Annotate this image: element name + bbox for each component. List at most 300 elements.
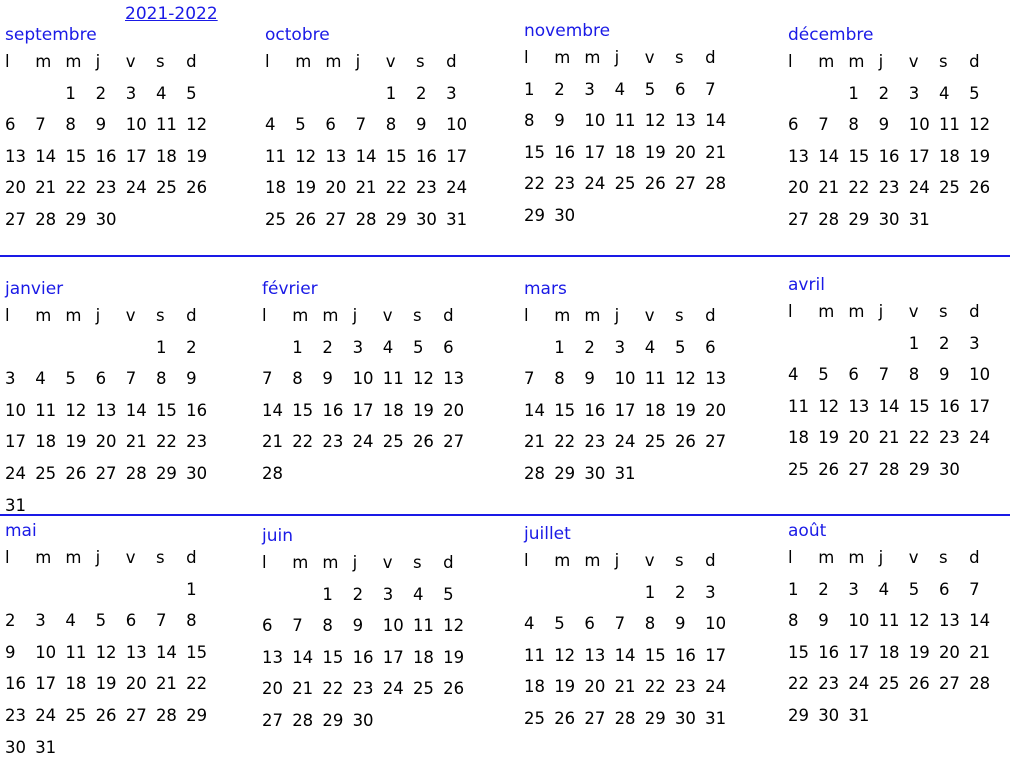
day-cell: 20 xyxy=(674,142,696,162)
day-cell: 5 xyxy=(295,115,306,135)
day-cell: 2 xyxy=(352,584,364,604)
weekday-header: s xyxy=(412,553,422,572)
day-cell: 9 xyxy=(322,369,333,389)
day-cell: 12 xyxy=(644,111,666,131)
day-cell: 11 xyxy=(524,645,545,665)
weekday-header: s xyxy=(415,52,425,71)
day-cell: 6 xyxy=(125,611,137,631)
day-cell: 19 xyxy=(674,400,696,420)
weekday-header: d xyxy=(705,306,716,325)
day-cell: 9 xyxy=(5,642,16,662)
day-cell: 2 xyxy=(186,337,197,357)
day-cell: 25 xyxy=(938,178,960,198)
day-cell: 2 xyxy=(554,79,565,99)
day-cell: 31 xyxy=(35,737,57,757)
day-cell: 8 xyxy=(908,365,920,385)
empty-cell xyxy=(524,337,554,369)
empty-cell xyxy=(5,83,35,115)
day-cell: 13 xyxy=(848,396,870,416)
day-cell: 26 xyxy=(554,708,576,728)
weekday-header: m xyxy=(554,551,571,570)
empty-cell xyxy=(96,337,126,369)
day-cell: 10 xyxy=(848,611,870,631)
day-cell: 24 xyxy=(125,178,147,198)
day-cell: 22 xyxy=(788,674,809,694)
day-cell: 4 xyxy=(382,337,394,357)
day-cell: 18 xyxy=(788,428,809,448)
day-cell: 10 xyxy=(125,115,147,135)
day-cell: 21 xyxy=(355,178,377,198)
day-cell: 5 xyxy=(95,611,107,631)
day-cell: 3 xyxy=(352,337,364,357)
day-cell: 28 xyxy=(969,674,991,694)
day-cell: 22 xyxy=(644,677,666,697)
day-cell: 6 xyxy=(5,115,16,135)
day-cell: 11 xyxy=(155,115,177,135)
weekday-header: j xyxy=(614,48,620,67)
month-name: septembre xyxy=(5,25,97,45)
day-cell: 14 xyxy=(705,111,727,131)
empty-cell xyxy=(788,333,818,365)
day-cell: 3 xyxy=(5,369,16,389)
day-cell: 24 xyxy=(446,178,468,198)
day-cell: 16 xyxy=(322,400,344,420)
month-name: octobre xyxy=(265,25,330,45)
empty-cell xyxy=(524,582,554,614)
weekday-header: m xyxy=(584,306,601,325)
day-cell: 15 xyxy=(848,146,870,166)
weekday-header: s xyxy=(938,302,948,321)
day-cell: 29 xyxy=(186,705,208,725)
weekday-header: l xyxy=(5,52,10,71)
weekday-header: d xyxy=(186,52,197,71)
weekday-header: v xyxy=(125,548,136,567)
day-cell: 20 xyxy=(125,674,147,694)
weekday-header: m xyxy=(322,306,339,325)
weekday-header: v xyxy=(644,551,655,570)
year-link[interactable]: 2021-2022 xyxy=(125,4,218,24)
day-cell: 18 xyxy=(644,400,666,420)
day-cell: 27 xyxy=(788,209,809,229)
day-cell: 17 xyxy=(614,400,636,420)
day-cell: 11 xyxy=(35,400,57,420)
day-cell: 6 xyxy=(674,79,686,99)
day-cell: 19 xyxy=(908,642,930,662)
day-cell: 2 xyxy=(878,83,890,103)
day-cell: 24 xyxy=(848,674,870,694)
day-cell: 27 xyxy=(674,174,696,194)
day-cell: 21 xyxy=(155,674,177,694)
day-cell: 22 xyxy=(186,674,208,694)
weekday-header: m xyxy=(818,302,835,321)
day-cell: 23 xyxy=(352,679,374,699)
day-cell: 9 xyxy=(95,115,107,135)
day-cell: 3 xyxy=(382,584,394,604)
day-cell: 28 xyxy=(705,174,727,194)
day-cell: 17 xyxy=(35,674,57,694)
day-cell: 19 xyxy=(186,146,208,166)
day-cell: 23 xyxy=(415,178,437,198)
day-cell: 28 xyxy=(262,463,283,483)
day-cell: 1 xyxy=(788,579,799,599)
month-name: novembre xyxy=(524,21,611,41)
day-cell: 22 xyxy=(908,428,930,448)
day-cell: 7 xyxy=(705,79,716,99)
day-cell: 31 xyxy=(446,209,468,229)
day-cell: 16 xyxy=(584,400,606,420)
day-cell: 29 xyxy=(788,705,809,725)
weekday-header: m xyxy=(584,48,601,67)
day-cell: 13 xyxy=(674,111,696,131)
day-grid xyxy=(5,305,240,526)
day-cell: 9 xyxy=(938,365,950,385)
day-cell: 29 xyxy=(644,708,666,728)
day-cell: 29 xyxy=(385,209,407,229)
day-cell: 25 xyxy=(412,679,434,699)
day-cell: 15 xyxy=(322,647,344,667)
day-cell: 27 xyxy=(443,432,465,452)
day-cell: 1 xyxy=(848,83,859,103)
day-cell: 10 xyxy=(614,369,636,389)
weekday-header: d xyxy=(969,52,980,71)
weekday-header: j xyxy=(355,52,361,71)
weekday-header: d xyxy=(446,52,457,71)
day-grid xyxy=(788,301,1023,491)
empty-cell xyxy=(65,579,95,611)
day-cell: 26 xyxy=(908,674,930,694)
weekday-header: m xyxy=(322,553,339,572)
day-cell: 26 xyxy=(644,174,666,194)
day-cell: 7 xyxy=(878,365,890,385)
weekday-header: m xyxy=(292,306,309,325)
day-cell: 18 xyxy=(878,642,900,662)
day-cell: 14 xyxy=(969,611,991,631)
empty-cell xyxy=(156,579,186,611)
day-cell: 22 xyxy=(524,174,545,194)
empty-cell xyxy=(356,83,386,115)
weekday-header: l xyxy=(262,306,267,325)
day-cell: 18 xyxy=(265,178,286,198)
day-cell: 30 xyxy=(352,710,374,730)
day-cell: 22 xyxy=(322,679,344,699)
weekday-header: m xyxy=(325,52,342,71)
day-cell: 5 xyxy=(554,614,565,634)
empty-cell xyxy=(788,83,818,115)
weekday-header: j xyxy=(352,553,358,572)
day-cell: 21 xyxy=(292,679,314,699)
day-cell: 13 xyxy=(788,146,809,166)
day-cell: 4 xyxy=(788,365,799,385)
day-cell: 12 xyxy=(443,616,465,636)
day-cell: 30 xyxy=(938,459,960,479)
day-cell: 8 xyxy=(155,369,167,389)
month-novembre xyxy=(524,21,759,237)
day-cell: 15 xyxy=(554,400,576,420)
day-cell: 25 xyxy=(65,705,87,725)
day-cell: 11 xyxy=(265,146,286,166)
weekday-header: m xyxy=(65,548,82,567)
day-cell: 12 xyxy=(65,400,87,420)
day-cell: 1 xyxy=(908,333,920,353)
weekday-header: m xyxy=(292,553,309,572)
day-cell: 23 xyxy=(95,178,117,198)
day-cell: 13 xyxy=(5,146,26,166)
weekday-header: v xyxy=(382,306,393,325)
day-cell: 19 xyxy=(644,142,666,162)
day-cell: 26 xyxy=(65,463,87,483)
day-cell: 23 xyxy=(322,432,344,452)
day-cell: 21 xyxy=(262,432,283,452)
empty-cell xyxy=(325,83,355,115)
weekday-header: l xyxy=(524,48,529,67)
day-cell: 9 xyxy=(818,611,829,631)
day-cell: 14 xyxy=(155,642,177,662)
day-cell: 25 xyxy=(155,178,177,198)
day-cell: 1 xyxy=(292,337,303,357)
day-cell: 4 xyxy=(878,579,890,599)
day-cell: 28 xyxy=(878,459,900,479)
day-cell: 7 xyxy=(524,369,535,389)
day-cell: 25 xyxy=(265,209,286,229)
day-cell: 26 xyxy=(186,178,208,198)
weekday-header: d xyxy=(705,551,716,570)
month-mai xyxy=(5,521,240,768)
day-cell: 20 xyxy=(938,642,960,662)
weekday-header: m xyxy=(35,548,52,567)
day-cell: 25 xyxy=(524,708,545,728)
day-cell: 25 xyxy=(35,463,57,483)
day-cell: 28 xyxy=(155,705,177,725)
day-cell: 5 xyxy=(818,365,829,385)
day-cell: 6 xyxy=(938,579,950,599)
day-cell: 20 xyxy=(5,178,26,198)
day-cell: 10 xyxy=(35,642,57,662)
day-cell: 8 xyxy=(65,115,76,135)
day-cell: 8 xyxy=(322,616,333,636)
weekday-header: m xyxy=(554,48,571,67)
weekday-header: l xyxy=(5,548,10,567)
day-cell: 20 xyxy=(788,178,809,198)
day-cell: 25 xyxy=(382,432,404,452)
day-cell: 13 xyxy=(125,642,147,662)
day-cell: 11 xyxy=(65,642,87,662)
day-cell: 23 xyxy=(938,428,960,448)
day-grid xyxy=(5,51,240,241)
day-cell: 23 xyxy=(5,705,26,725)
day-cell: 17 xyxy=(5,432,26,452)
day-cell: 4 xyxy=(155,83,167,103)
day-cell: 6 xyxy=(584,614,595,634)
day-grid xyxy=(788,547,1023,737)
day-cell: 9 xyxy=(415,115,427,135)
month-décembre xyxy=(788,25,1023,241)
weekday-header: j xyxy=(95,306,101,325)
day-cell: 2 xyxy=(5,611,16,631)
day-cell: 17 xyxy=(705,645,727,665)
day-cell: 30 xyxy=(878,209,900,229)
day-cell: 18 xyxy=(938,146,960,166)
month-août xyxy=(788,521,1023,737)
day-cell: 27 xyxy=(705,432,727,452)
day-cell: 2 xyxy=(584,337,595,357)
day-cell: 6 xyxy=(848,365,859,385)
day-cell: 4 xyxy=(524,614,535,634)
day-cell: 28 xyxy=(125,463,147,483)
day-cell: 6 xyxy=(443,337,454,357)
day-cell: 18 xyxy=(614,142,636,162)
month-name: janvier xyxy=(5,279,64,299)
day-cell: 16 xyxy=(818,642,840,662)
day-cell: 27 xyxy=(848,459,870,479)
day-cell: 9 xyxy=(554,111,565,131)
day-cell: 16 xyxy=(95,146,117,166)
day-cell: 13 xyxy=(705,369,727,389)
day-cell: 8 xyxy=(788,611,799,631)
weekday-header: d xyxy=(705,48,716,67)
weekday-header: l xyxy=(788,52,793,71)
day-cell: 18 xyxy=(524,677,545,697)
day-cell: 12 xyxy=(186,115,208,135)
day-cell: 15 xyxy=(385,146,407,166)
day-cell: 3 xyxy=(908,83,920,103)
empty-cell xyxy=(96,579,126,611)
day-cell: 20 xyxy=(848,428,870,448)
day-cell: 19 xyxy=(443,647,465,667)
day-cell: 3 xyxy=(614,337,626,357)
day-cell: 17 xyxy=(584,142,606,162)
empty-cell xyxy=(126,579,156,611)
day-cell: 21 xyxy=(614,677,636,697)
day-cell: 6 xyxy=(788,115,799,135)
day-cell: 10 xyxy=(969,365,991,385)
day-cell: 11 xyxy=(878,611,900,631)
day-cell: 31 xyxy=(5,495,26,515)
weekday-header: j xyxy=(878,52,884,71)
day-cell: 4 xyxy=(65,611,76,631)
day-cell: 7 xyxy=(969,579,980,599)
day-cell: 21 xyxy=(705,142,727,162)
day-cell: 13 xyxy=(325,146,347,166)
row-divider xyxy=(0,255,1010,257)
day-cell: 22 xyxy=(554,432,576,452)
weekday-header: m xyxy=(35,52,52,71)
day-cell: 30 xyxy=(674,708,696,728)
weekday-header: v xyxy=(125,306,136,325)
day-cell: 30 xyxy=(415,209,437,229)
day-cell: 15 xyxy=(292,400,314,420)
empty-cell xyxy=(292,584,322,616)
day-cell: 5 xyxy=(412,337,424,357)
day-cell: 12 xyxy=(295,146,317,166)
day-cell: 26 xyxy=(818,459,840,479)
day-cell: 4 xyxy=(644,337,656,357)
weekday-header: j xyxy=(878,302,884,321)
day-cell: 10 xyxy=(352,369,374,389)
day-cell: 6 xyxy=(95,369,107,389)
day-cell: 29 xyxy=(848,209,870,229)
day-cell: 11 xyxy=(788,396,809,416)
day-cell: 18 xyxy=(65,674,87,694)
day-cell: 19 xyxy=(818,428,840,448)
day-grid xyxy=(5,547,240,768)
day-grid xyxy=(265,51,500,241)
weekday-header: m xyxy=(818,548,835,567)
day-cell: 12 xyxy=(674,369,696,389)
day-cell: 29 xyxy=(155,463,177,483)
day-cell: 7 xyxy=(262,369,273,389)
weekday-header: s xyxy=(674,48,684,67)
weekday-header: v xyxy=(382,553,393,572)
weekday-header: m xyxy=(818,52,835,71)
day-cell: 26 xyxy=(95,705,117,725)
day-cell: 1 xyxy=(554,337,565,357)
day-cell: 24 xyxy=(352,432,374,452)
weekday-header: j xyxy=(614,551,620,570)
day-cell: 19 xyxy=(65,432,87,452)
day-cell: 27 xyxy=(125,705,147,725)
weekday-header: l xyxy=(788,302,793,321)
weekday-header: l xyxy=(265,52,270,71)
day-cell: 30 xyxy=(818,705,840,725)
day-cell: 21 xyxy=(969,642,991,662)
weekday-header: l xyxy=(5,306,10,325)
day-cell: 5 xyxy=(969,83,980,103)
day-grid xyxy=(524,550,759,740)
day-cell: 11 xyxy=(382,369,404,389)
day-cell: 17 xyxy=(908,146,930,166)
day-cell: 30 xyxy=(554,205,576,225)
day-cell: 15 xyxy=(65,146,87,166)
day-cell: 24 xyxy=(908,178,930,198)
day-cell: 8 xyxy=(292,369,303,389)
empty-cell xyxy=(879,333,909,365)
empty-cell xyxy=(35,83,65,115)
day-cell: 12 xyxy=(412,369,434,389)
day-cell: 20 xyxy=(325,178,347,198)
day-cell: 26 xyxy=(443,679,465,699)
day-cell: 9 xyxy=(878,115,890,135)
day-cell: 20 xyxy=(584,677,606,697)
month-name: août xyxy=(788,521,827,541)
day-cell: 23 xyxy=(554,174,576,194)
day-cell: 4 xyxy=(614,79,626,99)
day-cell: 26 xyxy=(674,432,696,452)
day-cell: 3 xyxy=(969,333,980,353)
weekday-header: d xyxy=(186,306,197,325)
empty-cell xyxy=(584,582,614,614)
day-cell: 18 xyxy=(35,432,57,452)
day-cell: 8 xyxy=(554,369,565,389)
day-grid xyxy=(524,47,759,237)
day-cell: 9 xyxy=(352,616,364,636)
empty-cell xyxy=(35,337,65,369)
day-cell: 1 xyxy=(385,83,397,103)
day-cell: 22 xyxy=(848,178,870,198)
day-cell: 4 xyxy=(35,369,46,389)
day-cell: 14 xyxy=(355,146,377,166)
empty-cell xyxy=(818,333,848,365)
day-cell: 24 xyxy=(614,432,636,452)
day-cell: 22 xyxy=(65,178,87,198)
day-cell: 31 xyxy=(614,463,636,483)
day-cell: 23 xyxy=(878,178,900,198)
weekday-header: v xyxy=(908,302,919,321)
weekday-header: d xyxy=(186,548,197,567)
weekday-header: s xyxy=(155,306,165,325)
weekday-header: m xyxy=(554,306,571,325)
day-cell: 21 xyxy=(125,432,147,452)
weekday-header: l xyxy=(524,306,529,325)
